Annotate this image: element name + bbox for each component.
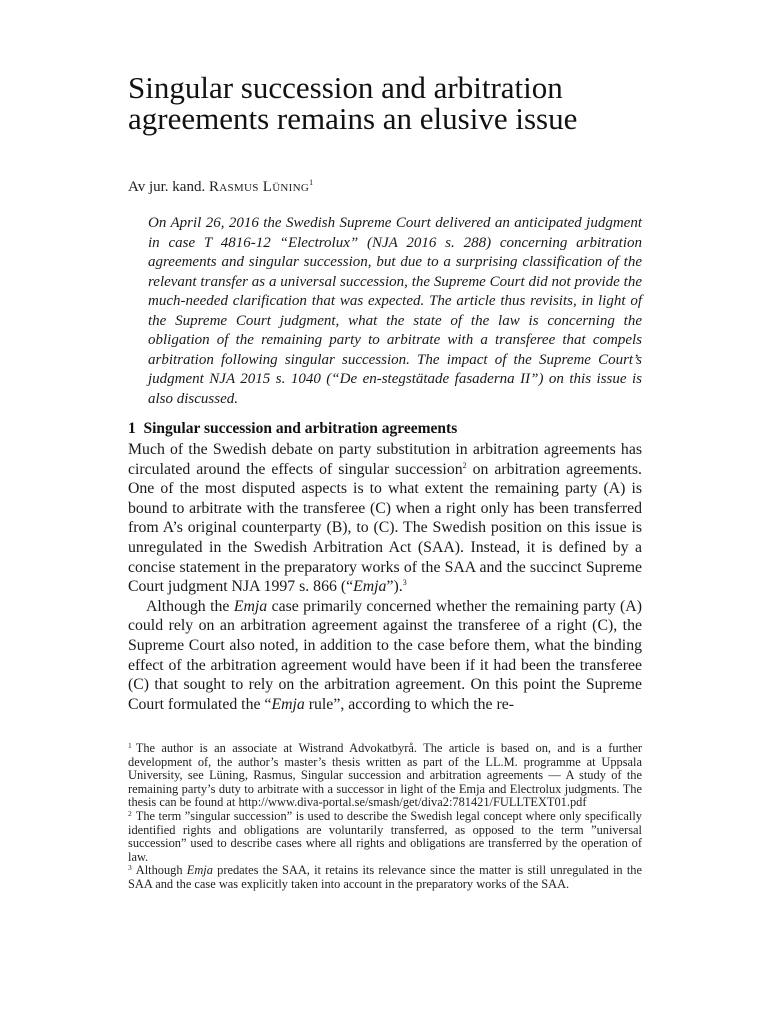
- footnote-2-mark: 2: [128, 808, 132, 818]
- author-footnote-mark: 1: [309, 178, 314, 187]
- footnote-2: [128, 810, 642, 864]
- body-text: [128, 440, 642, 714]
- case-name-emja: Emja: [271, 695, 305, 713]
- footnotes: [128, 742, 642, 892]
- title-line-1: Singular succession and arbitration: [128, 70, 563, 105]
- section-number: 1: [128, 420, 136, 437]
- title-line-2: agreements remains an elusive issue: [128, 101, 578, 136]
- footnote-1: [128, 742, 642, 810]
- footnote-ref-2: 2: [462, 460, 467, 470]
- footnote-1-text: The author is an associate at Wistrand Advokatbyrå. The article is based on, and is a further development of, the author’s master’s thesis written as part of the LL.M. programme at Uppsala University, see Lüning, Rasmus, Singular succession and arbitration agreements — A study of the remaining party’s duty to arbitrate with a successor in light of the Emja and Electrolux judgments. The thesis can be found at: [128, 741, 642, 810]
- case-name-emja: Emja: [353, 578, 387, 596]
- paragraph-1: [128, 440, 642, 597]
- footnote-1-mark: 1: [128, 741, 132, 750]
- paragraph-2-text-a: Although the: [146, 597, 234, 615]
- paragraph-1-text-a: Much of the Swedish debate on party substitution in arbitration agreements has circulated around the effects of singular succession: [128, 441, 642, 478]
- paragraph-2: [128, 597, 642, 715]
- author-name: Rasmus Lüning: [208, 179, 310, 195]
- abstract: On April 26, 2016 the Swedish Supreme Court delivered an anticipated judgment in case T 4816-12 “Electrolux” (NJA 2016 s. 288) concerning arbitration agreements and singular succession, but due to a surprising classification of the relevant transfer as a universal succession, the Supreme Court did not provide the much-needed clarification that was expected. The article thus revisits, in light of the Supreme Court judgment, what the state of the law is concerning the obligation of the remaining party to arbitrate with a transferee that compels arbitration following singular succession. The impact of the Supreme Court’s judgment NJA 2015 s. 1040 (“De en-stegstätade fasaderna II”) on this issue is also discussed.: [148, 215, 642, 407]
- footnote-3-text-a: Although: [135, 863, 187, 878]
- paragraph-1-text-c: ”).: [386, 578, 403, 596]
- byline: [128, 178, 313, 196]
- footnote-3: [128, 864, 642, 891]
- section-heading: [128, 420, 457, 438]
- footnote-3-text-b: predates the SAA, it retains its relevance since the matter is still unregulated in the SAA and the case was explicitly taken into account in the preparatory works of the SAA.: [128, 863, 642, 891]
- article-title: [128, 72, 648, 134]
- case-name-emja: Emja: [233, 597, 268, 615]
- paragraph-1-text-b: on arbitration agreements. One of the most disputed aspects is to what extent the remaining party (A) is bound to arbitrate with the transferee (C) when a right only has been transferred from A’s original counterparty (B), to (C). The Swedish position on this issue is unregulated in the Swedish Arbitration Act (SAA). Instead, it is defined by a concise statement in the preparatory works of the SAA and the succinct Supreme Court judgment NJA 1997 s. 866 (“: [128, 460, 642, 596]
- case-name-emja: Emja: [186, 863, 213, 878]
- footnote-3-mark: 3: [128, 863, 132, 873]
- thesis-url-link[interactable]: http://www.diva-portal.se/smash/get/diva2:781421/FULLTEXT01.pdf: [238, 795, 587, 810]
- paragraph-2-text-b: case primarily concerned whether the remaining party (A) could rely on an arbitration agreement against the transferee of a right (C), the Supreme Court also noted, in addition to the case before them, what the binding effect of the arbitration agreement would have been if it had been the transferee (C) that sought to rely on the arbitration agreement. On this point the Supreme Court formulated the “: [128, 597, 642, 713]
- footnote-ref-3: 3: [402, 578, 407, 588]
- section-title: Singular succession and arbitration agreements: [143, 420, 458, 437]
- paragraph-2-text-c: rule”, according to which the re-: [304, 695, 515, 713]
- footnote-2-text: The term ”singular succession” is used to describe the Swedish legal concept where only specifically identified rights and obligations are voluntarily transferred, as opposed to the term ”universal succession” used to describe cases where all rights and obligations are transferred by the operation of law.: [128, 808, 642, 864]
- byline-prefix: Av jur. kand.: [128, 179, 206, 195]
